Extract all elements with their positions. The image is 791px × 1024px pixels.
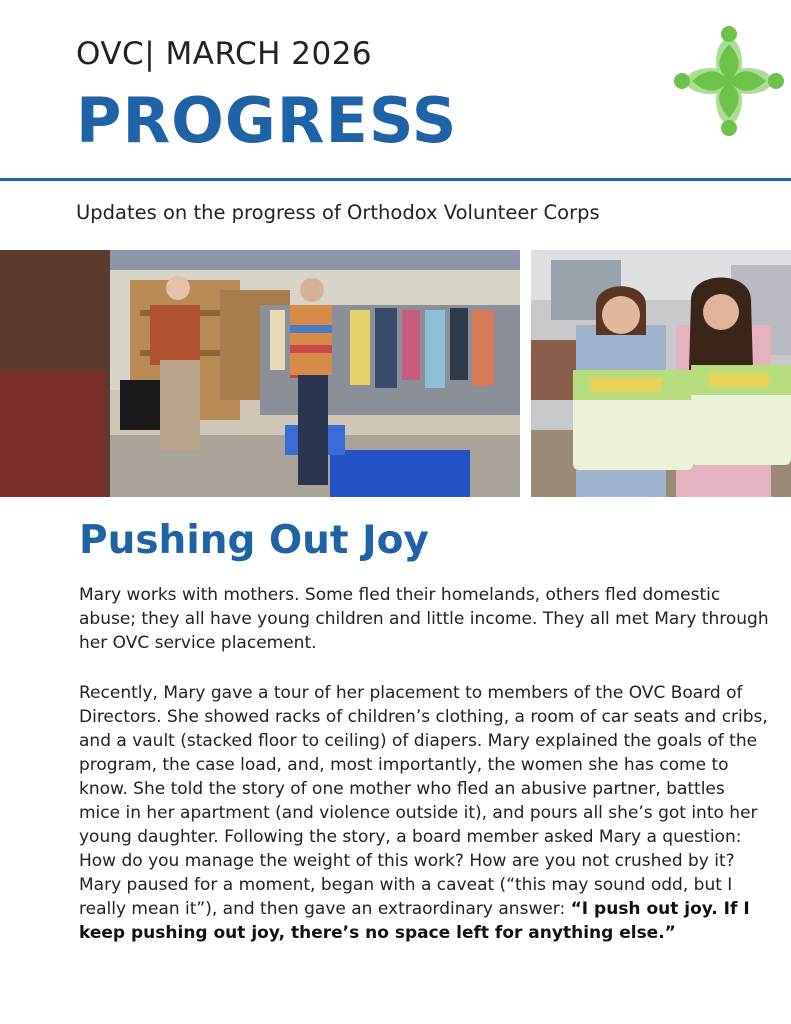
newsletter-kicker: OVC| MARCH 2026 [76,36,373,72]
ovc-logo-icon [672,24,786,138]
article-quote: “I push out joy. If I keep pushing out joy, there’s no space left for anything else.” [79,899,750,943]
article-paragraph-2 [79,681,769,945]
header-divider [0,178,791,181]
page-subtitle: Updates on the progress of Orthodox Volunteer Corps [76,201,600,224]
diaper-donation-photo [531,250,791,497]
article-paragraph-1: Mary works with mothers. Some fled their homelands, others fled domestic abuse; they all have young children and little income. They all met Mary through her OVC service placement. [79,585,769,653]
article-heading: Pushing Out Joy [79,518,429,563]
clothing-room-photo [0,250,520,497]
page-title: PROGRESS [76,84,458,157]
article-paragraph-2-text: Recently, Mary gave a tour of her placement to members of the OVC Board of Directors. She showed racks of children’s clothing, a room of car seats and cribs, and a vault (stacked floor to ceiling) of diapers. Mary explained the goals of the program, the case load, and, most importantly, the women she has come to know. She told the story of one mother who fled an abusive partner, battles mice in her apartment (and violence outside it), and pours all she’s got into her young daughter. Following the story, a board member asked Mary a question: How do you manage the weight of this work? How are you not crushed by it? Mary paused for a moment, began with a caveat (“this may sound odd, but I really mean it”), and then gave an extraordinary answer: [79,683,768,919]
